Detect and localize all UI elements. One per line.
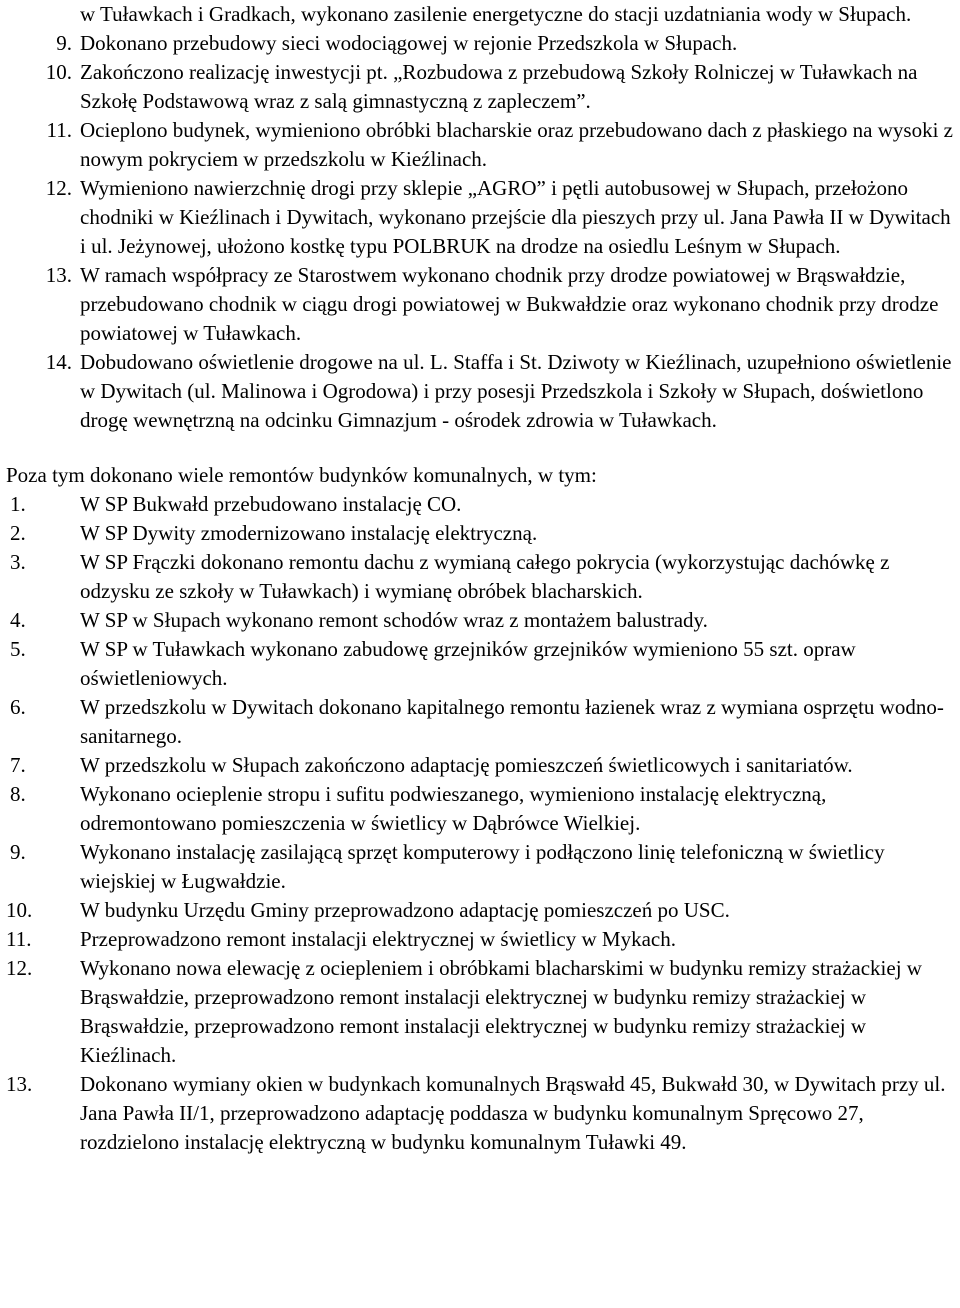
list-item	[0, 635, 960, 693]
list-item-text: W SP w Tuławkach wykonano zabudowę grzejników grzejników wymieniono 55 szt. opraw oświetleniowych.	[80, 637, 856, 690]
list-item	[0, 896, 960, 925]
list-item-text: W przedszkolu w Dywitach dokonano kapitalnego remontu łazienek wraz z wymiana osprzętu wodno-sanitarnego.	[80, 695, 944, 748]
list-item-number: 8.	[10, 782, 26, 806]
renovations-list	[0, 490, 960, 1157]
list-item-text: Wykonano instalację zasilającą sprzęt komputerowy i podłączono linię telefoniczną w świetlicy wiejskiej w Ługwałdzie.	[80, 840, 885, 893]
list-item	[0, 954, 960, 1070]
list-item	[0, 1070, 960, 1157]
list-item	[0, 838, 960, 896]
list-item-text: Wymieniono nawierzchnię drogi przy sklepie „AGRO” i pętli autobusowej w Słupach, przełożono chodniki w Kieźlinach i Dywitach, wykonano przejście dla pieszych przy ul. Jana Pawła II w Dywitach i ul. Jeżynowej, ułożono kostkę typu POLBRUK na drodze na osiedlu Leśnym w Słupach.	[80, 176, 951, 258]
list-item	[0, 174, 960, 261]
list-item-number: 14.	[45, 350, 72, 374]
list-item-number: 12.	[45, 176, 72, 200]
list-item-text: Dokonano wymiany okien w budynkach komunalnych Brąswałd 45, Bukwałd 30, w Dywitach przy ul. Jana Pawła II/1, przeprowadzono adaptację poddasza w budynku komunalnym Spręcowo 27, rozdzielono instalację elektryczną w budynku komunalnym Tuławki 49.	[80, 1072, 946, 1154]
list-item	[0, 548, 960, 606]
list-item-text: W ramach współpracy ze Starostwem wykonano chodnik przy drodze powiatowej w Brąswałdzie, przebudowano chodnik w ciągu drogi powiatowej w Bukwałdzie oraz wykonano chodnik przy drodze powiatowej w Tuławkach.	[80, 263, 939, 345]
list-item-text: Dobudowano oświetlenie drogowe na ul. L. Staffa i St. Dziwoty w Kieźlinach, uzupełniono oświetlenie w Dywitach (ul. Malinowa i Ogrodowa) i przy posesji Przedszkola i Szkoły w Słupach, doświetlono drogę wewnętrzną na odcinku Gimnazjum - ośrodek zdrowia w Tuławkach.	[80, 350, 952, 432]
list-item	[0, 925, 960, 954]
list-item-number: 2.	[10, 521, 26, 545]
list-item	[0, 519, 960, 548]
list-item-text: W SP Bukwałd przebudowano instalację CO.	[80, 492, 462, 516]
list-item-number: 12.	[6, 956, 33, 980]
list-item	[0, 490, 960, 519]
list-item	[0, 58, 960, 116]
list-item-number: 9.	[56, 31, 72, 55]
list-item-number: 6.	[10, 695, 26, 719]
list-item-number: 5.	[10, 637, 26, 661]
list-item-number: 1.	[10, 492, 26, 516]
section-intro: Poza tym dokonano wiele remontów budynków komunalnych, w tym:	[6, 463, 597, 487]
list-item-text: Wykonano nowa elewację z ociepleniem i obróbkami blacharskimi w budynku remizy strażackiej w Brąswałdzie, przeprowadzono remont instalacji elektrycznej w budynku remizy strażackiej w Brąswałdzie, przeprowadzono remont instalacji elektrycznej w budynku remizy strażackiej w Kieźlinach.	[80, 956, 922, 1067]
list-item	[0, 751, 960, 780]
investments-list	[0, 29, 960, 435]
list-item-number: 7.	[10, 753, 26, 777]
list-item-number: 4.	[10, 608, 26, 632]
list-item-text: Przeprowadzono remont instalacji elektrycznej w świetlicy w Mykach.	[80, 927, 676, 951]
list-item	[0, 116, 960, 174]
list-item-number: 10.	[6, 898, 33, 922]
list-item	[0, 693, 960, 751]
list-item-text: Wykonano ocieplenie stropu i sufitu podwieszanego, wymieniono instalację elektryczną, odremontowano pomieszczenia w świetlicy w Dąbrówce Wielkiej.	[80, 782, 827, 835]
list-item-number: 11.	[46, 118, 72, 142]
list-item-text: W SP Frączki dokonano remontu dachu z wymianą całego pokrycia (wykorzystując dachówkę z odzysku ze szkoły w Tuławkach) i wymianę obróbek blacharskich.	[80, 550, 890, 603]
list-item-number: 13.	[45, 263, 72, 287]
list-item-text: W SP Dywity zmodernizowano instalację elektryczną.	[80, 521, 538, 545]
list-item-number: 3.	[10, 550, 26, 574]
list-item-text: Zakończono realizację inwestycji pt. „Rozbudowa z przebudową Szkoły Rolniczej w Tuławkach na Szkołę Podstawową wraz z salą gimnastyczną z zapleczem”.	[80, 60, 918, 113]
list-item-number: 10.	[45, 60, 72, 84]
list-item-number: 11.	[6, 927, 32, 951]
list-item-text: W budynku Urzędu Gminy przeprowadzono adaptację pomieszczeń po USC.	[80, 898, 730, 922]
list-item-text: W przedszkolu w Słupach zakończono adaptację pomieszczeń świetlicowych i sanitariatów.	[80, 753, 853, 777]
list-item	[0, 606, 960, 635]
list-item-text: Ocieplono budynek, wymieniono obróbki blacharskie oraz przebudowano dach z płaskiego na wysoki z nowym pokryciem w przedszkolu w Kieźlinach.	[80, 118, 953, 171]
list-item-text: W SP w Słupach wykonano remont schodów wraz z montażem balustrady.	[80, 608, 708, 632]
list-item	[0, 780, 960, 838]
list-item-number: 13.	[6, 1072, 33, 1096]
list-item-text: Dokonano przebudowy sieci wodociągowej w rejonie Przedszkola w Słupach.	[80, 31, 738, 55]
continuation-paragraph: w Tuławkach i Gradkach, wykonano zasilenie energetyczne do stacji uzdatniania wody w Słupach.	[80, 2, 912, 26]
list-item-number: 9.	[10, 840, 26, 864]
list-item	[0, 261, 960, 348]
list-item	[0, 29, 960, 58]
list-item	[0, 348, 960, 435]
